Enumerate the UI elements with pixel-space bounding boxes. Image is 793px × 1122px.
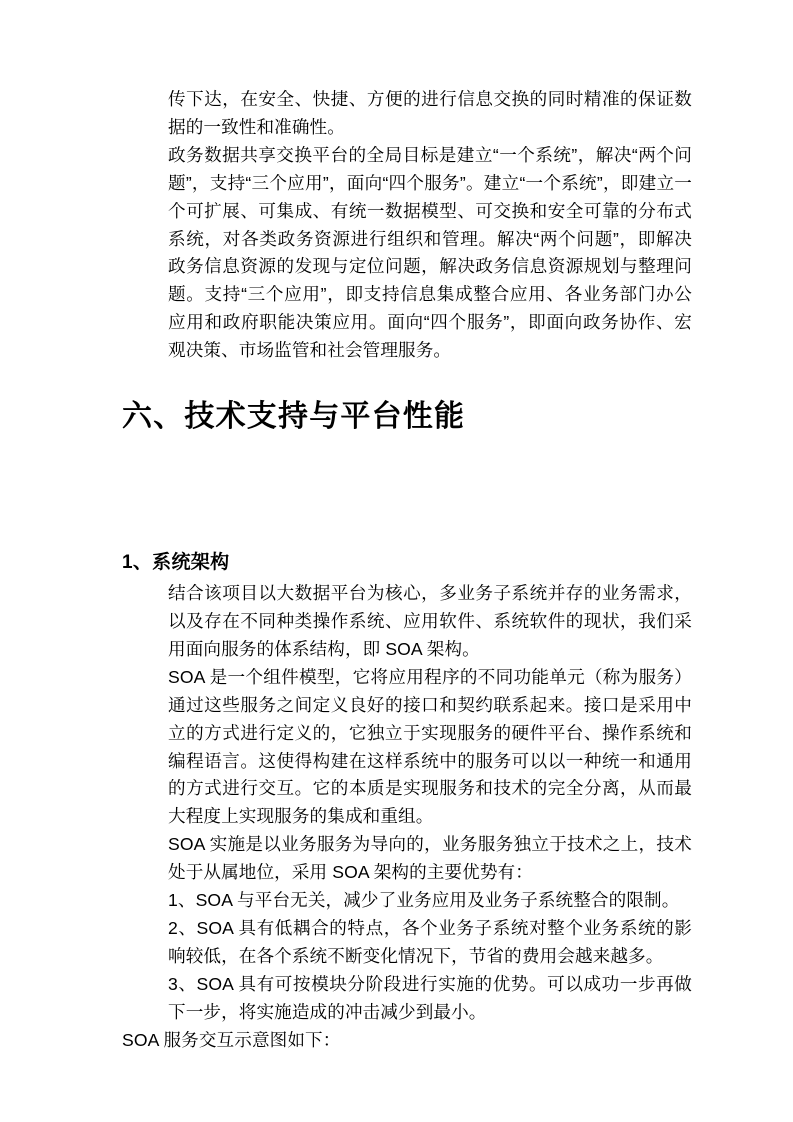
document-content (122, 86, 692, 1054)
section-heading: 六、技术支持与平台性能 (122, 400, 466, 434)
spacer-below-section-heading (122, 439, 692, 549)
body-paragraph-1: 结合该项目以大数据平台为核心，多业务子系统并存的业务需求，以及存在不同种类操作系统、应用软件、系统软件的现状，我们采用面向服务的体系结构，即 SOA 架构。 (168, 583, 692, 659)
spacer-above-section-heading (122, 365, 692, 395)
advantage-item-3: 3、SOA 具有可按模块分阶段进行实施的优势。可以成功一步再做下一步，将实施造成的冲击减少到最小。 (168, 973, 692, 1022)
subsection-heading: 1、系统架构 (122, 552, 230, 574)
advantage-item-1: 1、SOA 与平台无关，减少了业务应用及业务子系统整合的限制。 (168, 890, 680, 911)
body-paragraph-3: SOA 实施是以业务服务为导向的，业务服务独立于技术之上，技术处于从属地位，采用 SOA 架构的主要优势有： (168, 834, 692, 883)
closing-line: SOA 服务交互示意图如下： (122, 1029, 341, 1050)
intro-paragraph-2: 政务数据共享交换平台的全局目标是建立“一个系统”，解决“两个问题”，支持“三个应用”，面向“四个服务”。建立“一个系统”，即建立一个可扩展、可集成、有统一数据模型、可交换和安全可靠的分布式系统，对各类政务资源进行组织和管理。解决“两个问题”，即解决政务信息资源的发现与定位问题，解决政务信息资源规划与整理问题。支持“三个应用”，即支持信息集成整合应用、各业务部门办公应用和政府职能决策应用。面向“四个服务”，即面向政务协作、宏观决策、市场监管和社会管理服务。 (168, 144, 692, 361)
intro-paragraph-1: 传下达，在安全、快捷、方便的进行信息交换的同时精准的保证数据的一致性和准确性。 (168, 89, 692, 137)
advantage-item-2: 2、SOA 具有低耦合的特点，各个业务子系统对整个业务系统的影响较低，在各个系统不断变化情况下，节省的费用会越来越多。 (168, 917, 692, 966)
body-paragraph-2: SOA 是一个组件模型，它将应用程序的不同功能单元（称为服务）通过这些服务之间定义良好的接口和契约联系起来。接口是采用中立的方式进行定义的，它独立于实现服务的硬件平台、操作系统和编程语言。这使得构建在这样系统中的服务可以以一种统一和通用的方式进行交互。它的本质是实现服务和技术的完全分离，从而最大程度上实现服务的集成和重组。 (168, 666, 692, 827)
